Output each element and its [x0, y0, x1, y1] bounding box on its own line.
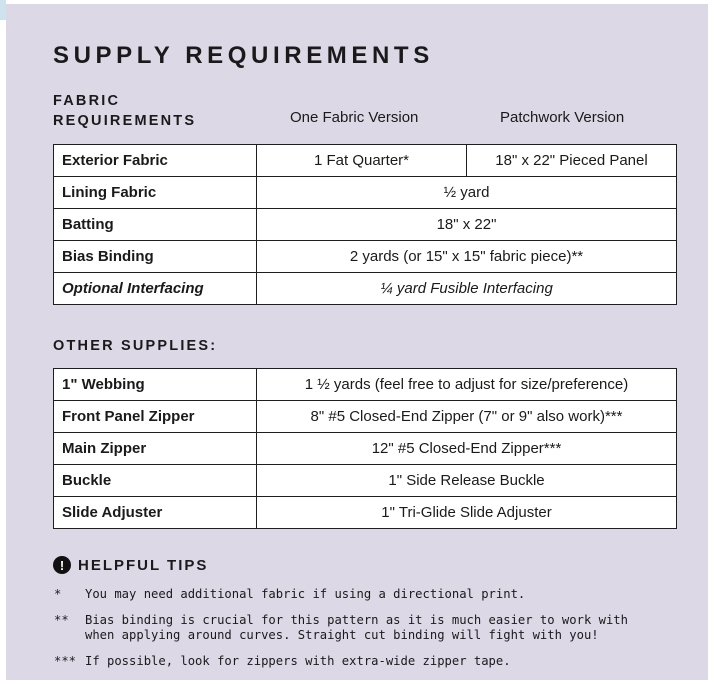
other-supplies-label: OTHER SUPPLIES:	[53, 338, 218, 354]
table-row	[54, 369, 677, 401]
tip-text: If possible, look for zippers with extra-wide zipper tape.	[85, 654, 511, 668]
helpful-tips-header	[53, 556, 208, 574]
row-label-lining-fabric: Lining Fabric	[54, 177, 257, 209]
value-optional-interfacing: ¼ yard Fusible Interfacing	[257, 273, 677, 305]
row-label-exterior-fabric: Exterior Fabric	[54, 145, 257, 177]
value-exterior-one-fabric: 1 Fat Quarter*	[257, 145, 467, 177]
tip-text: Bias binding is crucial for this pattern as it is much easier to work with when applying around curves. Straight cut binding will fight with you!	[85, 613, 628, 642]
fabric-requirements-table	[53, 144, 677, 305]
row-label-slide-adjuster: Slide Adjuster	[54, 497, 257, 529]
table-row	[54, 433, 677, 465]
tip-item	[54, 654, 511, 669]
table-row	[54, 497, 677, 529]
table-row	[54, 177, 677, 209]
value-webbing: 1 ½ yards (feel free to adjust for size/preference)	[257, 369, 677, 401]
row-label-optional-interfacing: Optional Interfacing	[54, 273, 257, 305]
tip-marker: ***	[54, 654, 77, 668]
value-main-zipper: 12" #5 Closed-End Zipper***	[257, 433, 677, 465]
table-row	[54, 401, 677, 433]
helpful-tips-title: HELPFUL TIPS	[78, 556, 209, 574]
column-header-one-fabric: One Fabric Version	[290, 109, 419, 126]
table-row	[54, 145, 677, 177]
tip-item	[54, 613, 628, 643]
table-row	[54, 273, 677, 305]
table-row	[54, 465, 677, 497]
table-row	[54, 241, 677, 273]
exclamation-icon: !	[53, 556, 71, 574]
tip-marker: **	[54, 613, 69, 627]
row-label-buckle: Buckle	[54, 465, 257, 497]
supply-card	[6, 4, 708, 680]
value-exterior-patchwork: 18" x 22" Pieced Panel	[467, 145, 677, 177]
other-supplies-table	[53, 368, 677, 529]
value-buckle: 1" Side Release Buckle	[257, 465, 677, 497]
row-label-bias-binding: Bias Binding	[54, 241, 257, 273]
value-slide-adjuster: 1" Tri-Glide Slide Adjuster	[257, 497, 677, 529]
tip-marker: *	[54, 587, 62, 601]
value-front-panel-zipper: 8" #5 Closed-End Zipper (7" or 9" also work)***	[257, 401, 677, 433]
fabric-label-line1: FABRIC	[53, 93, 121, 109]
row-label-webbing: 1" Webbing	[54, 369, 257, 401]
tip-text: You may need additional fabric if using a directional print.	[85, 587, 526, 601]
table-row	[54, 209, 677, 241]
row-label-front-panel-zipper: Front Panel Zipper	[54, 401, 257, 433]
value-bias-binding: 2 yards (or 15" x 15" fabric piece)**	[257, 241, 677, 273]
value-lining-fabric: ½ yard	[257, 177, 677, 209]
page-title: SUPPLY REQUIREMENTS	[53, 42, 434, 69]
tip-item	[54, 587, 525, 602]
fabric-label-line2: REQUIREMENTS	[53, 113, 197, 129]
fabric-section-label	[53, 91, 196, 131]
column-header-patchwork: Patchwork Version	[500, 109, 625, 126]
row-label-batting: Batting	[54, 209, 257, 241]
row-label-main-zipper: Main Zipper	[54, 433, 257, 465]
value-batting: 18" x 22"	[257, 209, 677, 241]
